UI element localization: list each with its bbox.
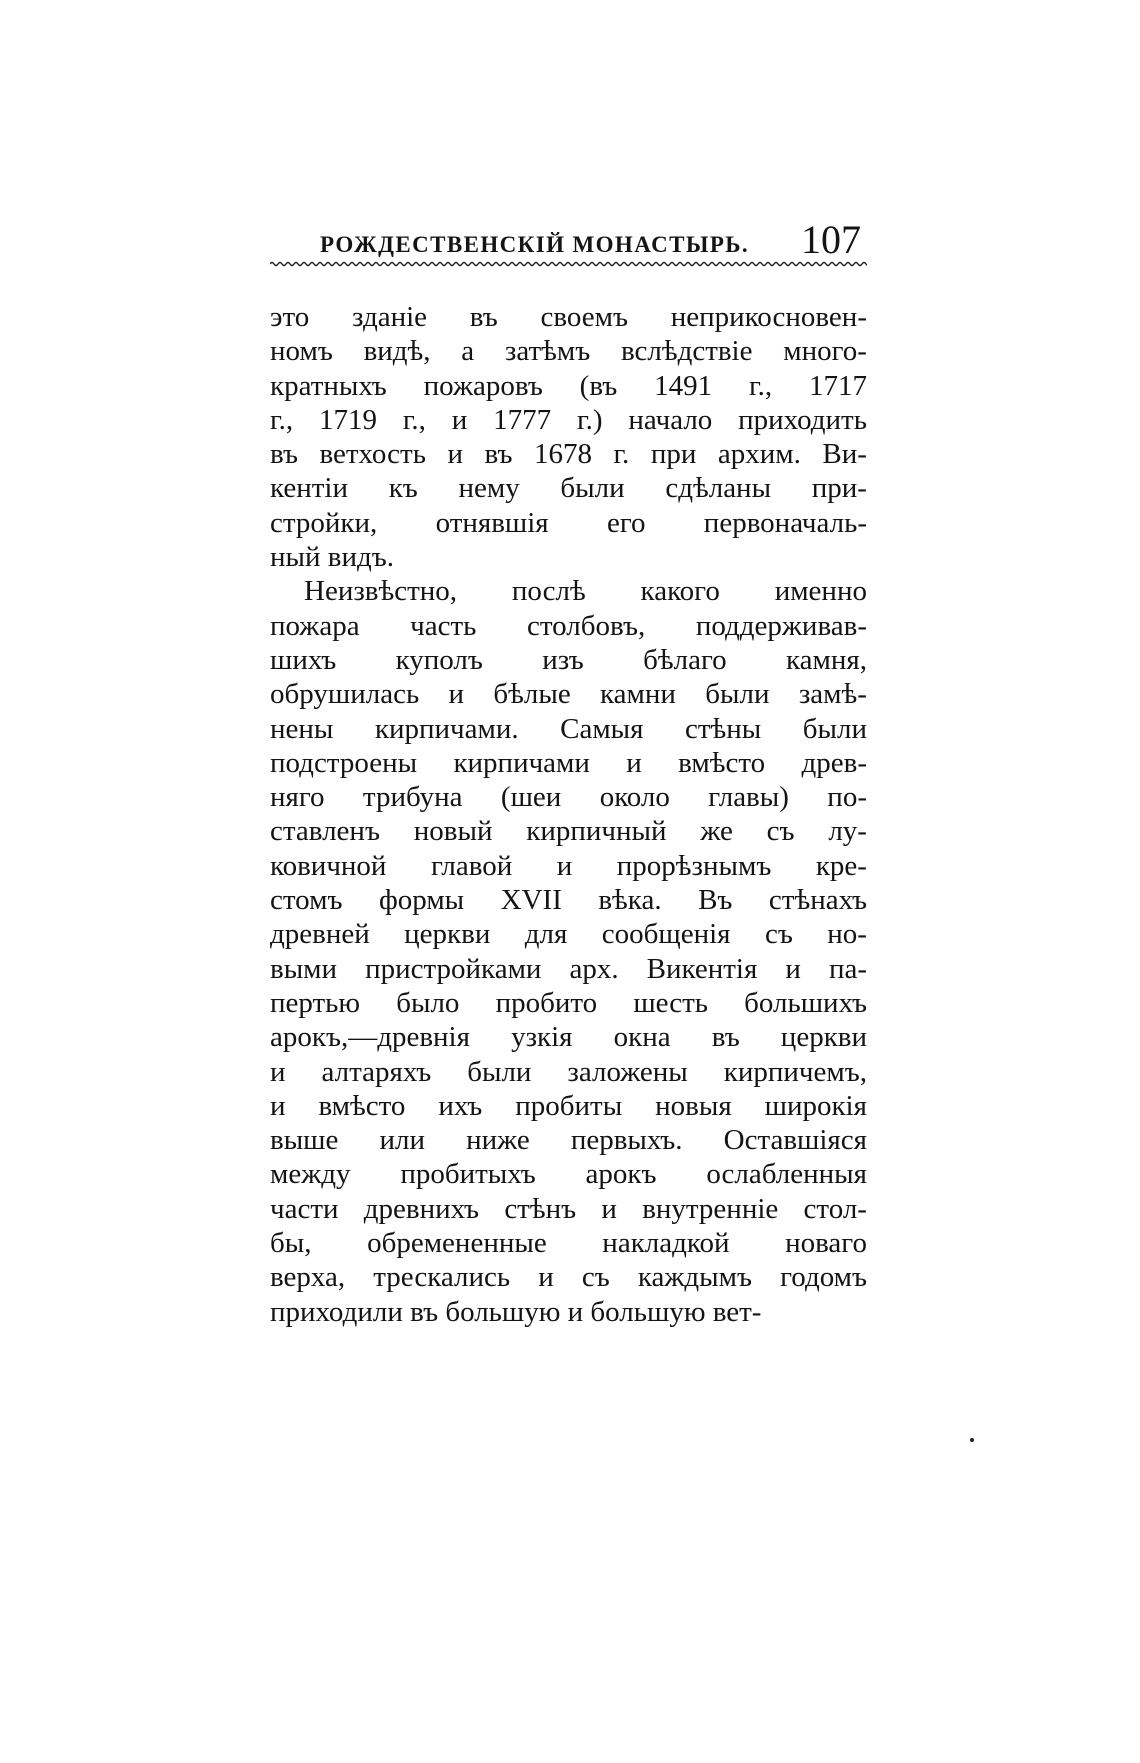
text-line: верха, трескались и съ каждымъ годомъ — [270, 1261, 867, 1294]
running-title: РОЖДЕСТВЕНСКІЙ МОНАСТЫРЬ. — [320, 232, 750, 257]
text-line: части древнихъ стѣнъ и внутренніе стол- — [270, 1192, 867, 1225]
text-line: г., 1719 г., и 1777 г.) начало приходить — [270, 403, 867, 436]
text-line: стройки, отнявшія его первоначаль- — [270, 506, 867, 539]
text-line: пертью было пробито шесть большихъ — [270, 986, 867, 1019]
text-line: арокъ,—древнія узкія окна въ церкви — [270, 1021, 867, 1054]
text-line: Неизвѣстно, послѣ какого именно — [304, 575, 867, 608]
text-line: ставленъ новый кирпичный же съ лу- — [270, 815, 867, 848]
text-line: приходили въ большую и большую вет- — [270, 1295, 762, 1328]
text-line: кентіи къ нему были сдѣланы при- — [270, 472, 867, 505]
text-line: обрушилась и бѣлые камни были замѣ- — [270, 678, 867, 711]
body-text — [270, 300, 867, 1329]
text-line: въ ветхость и въ 1678 г. при архим. Ви- — [270, 438, 867, 471]
text-line: нены кирпичами. Самыя стѣны были — [270, 712, 867, 745]
text-line: няго трибуна (шеи около главы) по- — [270, 781, 867, 814]
text-line: пожара часть столбовъ, поддерживав- — [270, 609, 867, 642]
wavy-rule — [270, 258, 867, 270]
text-line: подстроены кирпичами и вмѣсто древ- — [270, 746, 867, 779]
page-number: 107 — [801, 217, 861, 262]
text-line: древней церкви для сообщенія съ но- — [270, 918, 867, 951]
text-line: выми пристройками арх. Викентія и па- — [270, 952, 867, 985]
text-line: и вмѣсто ихъ пробиты новыя широкія — [270, 1089, 867, 1122]
text-line: шихъ куполъ изъ бѣлаго камня, — [270, 643, 867, 676]
text-line: и алтаряхъ были заложены кирпичемъ, — [270, 1055, 867, 1088]
text-line: номъ видѣ, а затѣмъ вслѣдствіе много- — [270, 335, 867, 368]
text-line: ковичной главой и прорѣзнымъ кре- — [270, 849, 867, 882]
text-line: это зданіе въ своемъ неприкосновен- — [270, 301, 867, 333]
text-line: ный видъ. — [270, 541, 394, 574]
text-line: стомъ формы XVII вѣка. Въ стѣнахъ — [270, 884, 867, 917]
text-line: бы, обремененные накладкой новаго — [270, 1227, 867, 1260]
text-line: между пробитыхъ арокъ ослабленныя — [270, 1158, 867, 1191]
scan-speck — [970, 1438, 974, 1442]
text-line: выше или ниже первыхъ. Оставшіяся — [270, 1124, 867, 1157]
text-line: кратныхъ пожаровъ (въ 1491 г., 1717 — [270, 369, 867, 402]
